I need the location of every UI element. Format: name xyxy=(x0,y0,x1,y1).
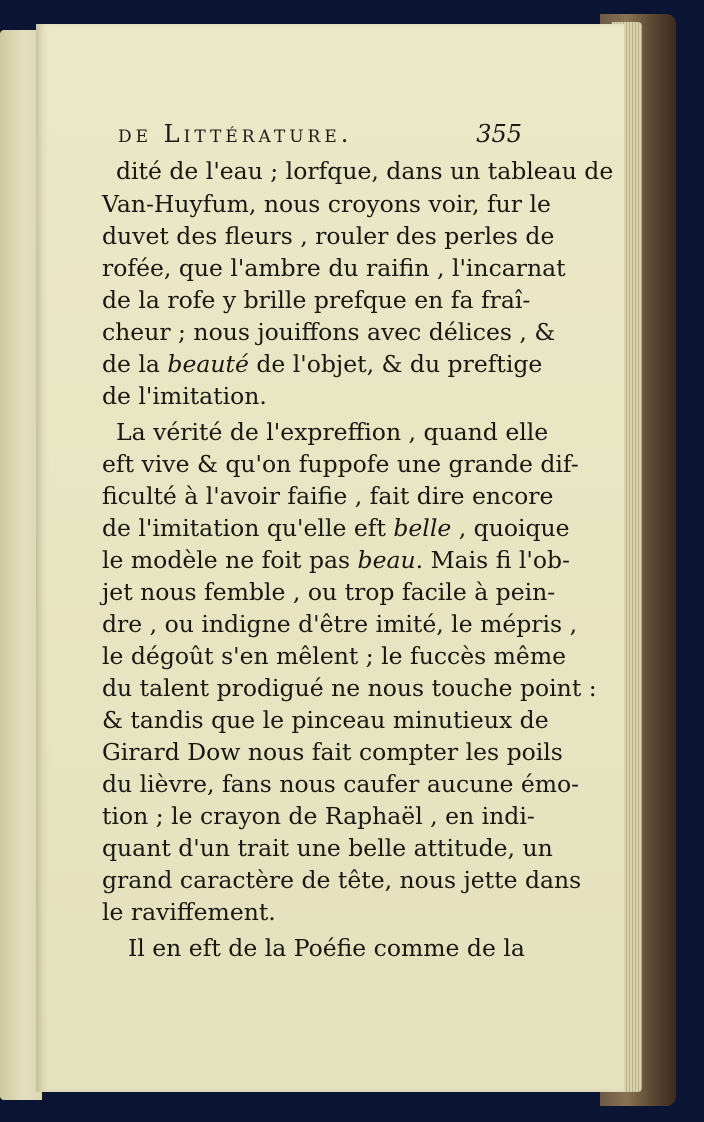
text-line: de l'imitation qu'elle eft belle , quoique xyxy=(102,514,570,542)
text-line: tion ; le crayon de Raphaël , en indi- xyxy=(102,802,535,830)
text-line: rofée, que l'ambre du raifin , l'incarnat xyxy=(102,254,566,282)
text-line: dité de l'eau ; lorfque, dans un tableau de xyxy=(116,157,614,185)
text-line: le dégoût s'en mêlent ; le fuccès même xyxy=(102,642,567,670)
text-line: & tandis que le pinceau minutieux de xyxy=(102,706,549,734)
text-line: duvet des fleurs , rouler des perles de xyxy=(102,222,555,250)
page-number: 355 xyxy=(476,120,522,148)
text-line: du lièvre, fans nous caufer aucune émo- xyxy=(102,770,580,798)
text-line: cheur ; nous jouiffons avec délices , & xyxy=(102,318,556,346)
text-line: le modèle ne foit pas beau. Mais fi l'ob- xyxy=(102,546,570,574)
text-line: de la beauté de l'objet, & du preftige xyxy=(102,350,543,378)
running-head xyxy=(118,120,522,160)
text-line: Girard Dow nous fait compter les poils xyxy=(102,738,563,766)
text-line: de la rofe y brille prefque en fa fraî- xyxy=(102,286,531,314)
text-line: du talent prodigué ne nous touche point : xyxy=(102,674,597,702)
text-line: eft vive & qu'on fuppofe une grande dif- xyxy=(102,450,579,478)
text-line: Il en eft de la Poéfie comme de la xyxy=(128,934,525,962)
text-line: ficulté à l'avoir faifie , fait dire encore xyxy=(102,482,554,510)
text-line: jet nous femble , ou trop facile à pein- xyxy=(102,578,556,606)
text-line: de l'imitation. xyxy=(102,382,267,410)
text-line: grand caractère de tête, nous jette dans xyxy=(102,866,582,894)
text-line: La vérité de l'expreffion , quand elle xyxy=(116,418,549,446)
text-line: quant d'un trait une belle attitude, un xyxy=(102,834,553,862)
text-line: Van-Huyfum, nous croyons voir, fur le xyxy=(102,190,551,218)
text-line: le raviffement. xyxy=(102,898,276,926)
text-line: dre , ou indigne d'être imité, le mépris , xyxy=(102,610,578,638)
running-title: de Littérature. xyxy=(118,120,353,148)
